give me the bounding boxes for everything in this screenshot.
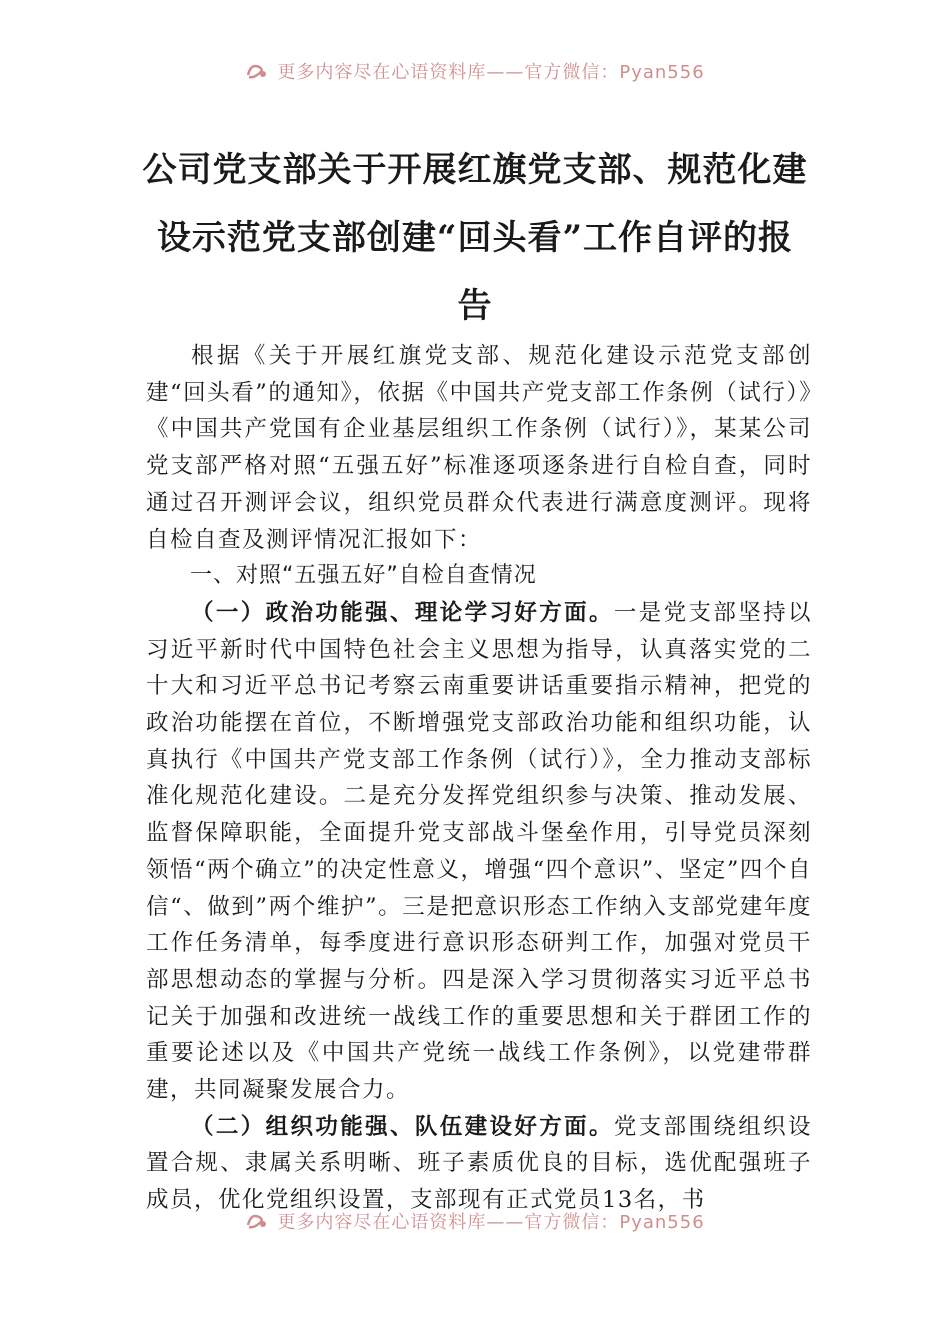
watermark-text: 更多内容尽在心语资料库——官方微信：Pyan556 <box>277 1212 705 1233</box>
subsection-1 <box>146 595 812 1109</box>
subsection-2-text: 党支部围绕组织设置合规、隶属关系明晰、班子素质优良的目标，选优配强班子成员，优化党组织设置，支部现有正式党员13名，书 <box>146 1113 812 1214</box>
document-body <box>146 338 812 1219</box>
watermark-bottom <box>0 1208 950 1236</box>
watermark-top <box>0 58 950 86</box>
subsection-1-title: （一）政治功能强、理论学习好方面。 <box>191 599 614 626</box>
subsection-2-title: （二）组织功能强、队伍建设好方面。 <box>191 1113 614 1140</box>
brand-logo-icon <box>245 1211 271 1236</box>
document-title: 公司党支部关于开展红旗党支部、规范化建设示范党支部创建“回头看”工作自评的报告 <box>142 150 808 326</box>
watermark-text: 更多内容尽在心语资料库——官方微信：Pyan556 <box>277 62 705 83</box>
intro-paragraph: 根据《关于开展红旗党支部、规范化建设示范党支部创建“回头看”的通知》，依据《中国共产党支部工作条例（试行）》《中国共产党国有企业基层组织工作条例（试行）》，某某公司党支部严格对照“五强五好”标准逐项逐条进行自检自查，同时通过召开测评会议，组织党员群众代表进行满意度测评。现将自检自查及测评情况汇报如下： <box>146 343 812 553</box>
brand-logo-icon <box>245 61 271 86</box>
subsection-1-text: 一是党支部坚持以习近平新时代中国特色社会主义思想为指导，认真落实党的二十大和习近平总书记考察云南重要讲话重要指示精神，把党的政治功能摆在首位，不断增强党支部政治功能和组织功能，认真执行《中国共产党支部工作条例（试行）》，全力推动支部标准化规范化建设。二是充分发挥党组织参与决策、推动发展、监督保障职能，全面提升党支部战斗堡垒作用，引导党员深刻领悟“两个确立”的决定性意义，增强“四个意识”、坚定”四个自信“、做到”两个维护”。三是把意识形态工作纳入支部党建年度工作任务清单，每季度进行意识形态研判工作，加强对党员干部思想动态的掌握与分析。四是深入学习贯彻落实习近平总书记关于加强和改进统一战线工作的重要思想和关于群团工作的重要论述以及《中国共产党统一战线工作条例》，以党建带群建，共同凝聚发展合力。 <box>146 599 812 1104</box>
subsection-2 <box>146 1109 812 1219</box>
section-heading-1: 一、对照“五强五好”自检自查情况 <box>190 563 537 589</box>
